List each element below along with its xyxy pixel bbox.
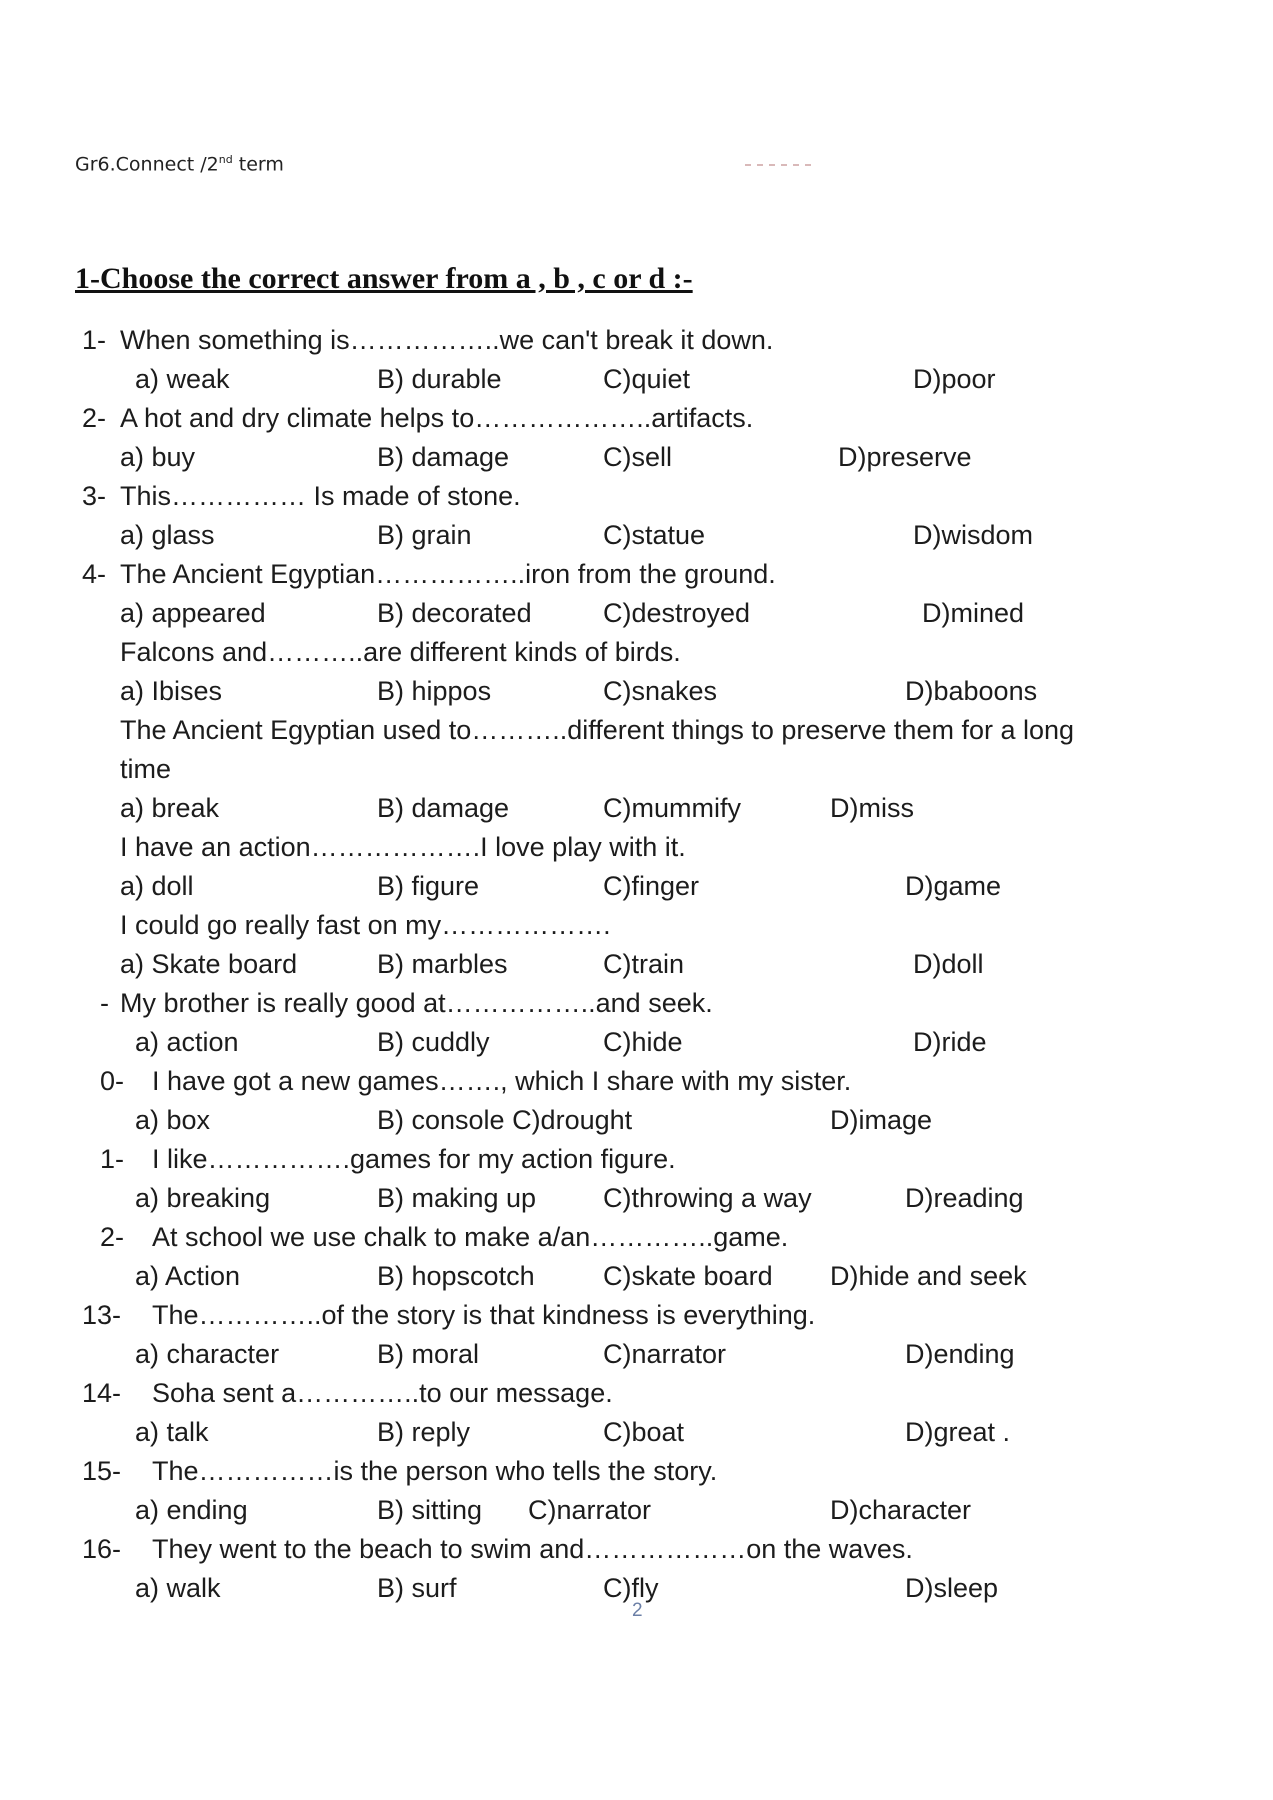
- option-c: C)fly: [603, 1573, 659, 1603]
- scan-smudge: [745, 164, 815, 166]
- option-b: B) durable: [377, 364, 502, 394]
- question-text: The Ancient Egyptian used to………..different things to preserve them for a long: [120, 715, 1075, 745]
- option-c: C)snakes: [603, 676, 718, 706]
- option-b: B) moral: [377, 1339, 480, 1369]
- option-b: B) reply: [377, 1417, 471, 1447]
- question-number: 14-: [82, 1378, 122, 1408]
- option-b: B) marbles: [377, 949, 508, 979]
- option-b: B) figure: [377, 871, 480, 901]
- page-header: [75, 153, 284, 175]
- option-c: C)skate board: [603, 1261, 773, 1291]
- question-number: 3-: [82, 481, 107, 511]
- option-a: a) breaking: [135, 1183, 271, 1213]
- option-d: D)doll: [913, 949, 984, 979]
- option-b: B) grain: [377, 520, 472, 550]
- question-number: 0-: [100, 1066, 125, 1096]
- question-number: 13-: [82, 1300, 122, 1330]
- option-b: B) hopscotch: [377, 1261, 535, 1291]
- option-c: C)quiet: [603, 364, 691, 394]
- question-text: A hot and dry climate helps to………………..artifacts.: [120, 403, 754, 433]
- option-a: a) character: [135, 1339, 280, 1369]
- question-text: Soha sent a…………..to our message.: [152, 1378, 613, 1408]
- question-number: 16-: [82, 1534, 122, 1564]
- option-d: D)preserve: [838, 442, 972, 472]
- question-number: 1-: [100, 1144, 125, 1174]
- option-d: D)character: [830, 1495, 972, 1525]
- question-text: I have an action……………….I love play with it.: [120, 832, 686, 862]
- option-c: C)destroyed: [603, 598, 751, 628]
- option-d: D)image: [830, 1105, 933, 1135]
- option-a: a) ending: [135, 1495, 248, 1525]
- page-number: 2: [632, 1600, 643, 1621]
- option-a: a) break: [120, 793, 220, 823]
- option-a: a) action: [135, 1027, 239, 1057]
- option-d: D)wisdom: [913, 520, 1034, 550]
- option-d: D)hide and seek: [830, 1261, 1027, 1291]
- option-d: D)reading: [905, 1183, 1024, 1213]
- question-number: 2-: [82, 403, 107, 433]
- option-a: a) weak: [135, 364, 230, 394]
- option-d: D)miss: [830, 793, 914, 823]
- option-a: a) walk: [135, 1573, 221, 1603]
- option-d: D)mined: [922, 598, 1025, 628]
- option-a: a) talk: [135, 1417, 209, 1447]
- question-text: This…………… Is made of stone.: [120, 481, 521, 511]
- option-c: C)hide: [603, 1027, 683, 1057]
- option-b: B) cuddly: [377, 1027, 490, 1057]
- option-b: B) hippos: [377, 676, 492, 706]
- option-c: C)narrator: [528, 1495, 652, 1525]
- option-c: C)boat: [603, 1417, 685, 1447]
- header-text: Gr6.Connect /2: [75, 153, 219, 176]
- section-title: 1-Choose the correct answer from a , b , c or d :-: [75, 262, 693, 295]
- option-a: a) Skate board: [120, 949, 298, 979]
- question-text: They went to the beach to swim and………………on the waves.: [152, 1534, 913, 1564]
- question-text: When something is……………..we can't break it down.: [120, 325, 774, 355]
- question-text: The Ancient Egyptian……………..iron from the ground.: [120, 559, 776, 589]
- option-c: C)train: [603, 949, 685, 979]
- option-b: B) damage: [377, 442, 510, 472]
- option-b: B) surf: [377, 1573, 457, 1603]
- question-number: -: [100, 988, 109, 1018]
- option-b: B) console C)drought: [377, 1105, 633, 1135]
- option-a: a) box: [135, 1105, 211, 1135]
- header-sup: nd: [218, 153, 233, 166]
- option-a: a) appeared: [120, 598, 266, 628]
- question-text: The……………is the person who tells the story.: [152, 1456, 718, 1486]
- option-c: C)finger: [603, 871, 700, 901]
- question-text-continued: time: [120, 754, 172, 784]
- question-text: At school we use chalk to make a/an…………..game.: [152, 1222, 789, 1252]
- question-number: 1-: [82, 325, 107, 355]
- option-a: a) Action: [135, 1261, 241, 1291]
- question-text: Falcons and………..are different kinds of birds.: [120, 637, 681, 667]
- option-c: C)throwing a way: [603, 1183, 812, 1213]
- option-d: D)baboons: [905, 676, 1038, 706]
- question-text: The…………..of the story is that kindness is everything.: [152, 1300, 816, 1330]
- question-text: My brother is really good at……………..and seek.: [120, 988, 713, 1018]
- question-number: 15-: [82, 1456, 122, 1486]
- option-d: D)poor: [913, 364, 996, 394]
- question-text: I like…………….games for my action figure.: [152, 1144, 676, 1174]
- option-b: B) making up: [377, 1183, 537, 1213]
- option-a: a) doll: [120, 871, 194, 901]
- option-a: a) Ibises: [120, 676, 223, 706]
- option-c: C)narrator: [603, 1339, 727, 1369]
- option-d: D)ride: [913, 1027, 987, 1057]
- option-b: B) damage: [377, 793, 510, 823]
- option-d: D)ending: [905, 1339, 1015, 1369]
- question-number: 2-: [100, 1222, 125, 1252]
- option-d: D)great .: [905, 1417, 1011, 1447]
- option-a: a) buy: [120, 442, 196, 472]
- option-b: B) decorated: [377, 598, 532, 628]
- option-d: D)game: [905, 871, 1002, 901]
- option-c: C)mummify: [603, 793, 741, 823]
- option-d: D)sleep: [905, 1573, 999, 1603]
- question-text: I have got a new games……., which I share with my sister.: [152, 1066, 852, 1096]
- header-tail: term: [232, 153, 284, 176]
- option-b: B) sitting: [377, 1495, 483, 1525]
- question-text: I could go really fast on my……………….: [120, 910, 611, 940]
- question-number: 4-: [82, 559, 107, 589]
- option-c: C)sell: [603, 442, 673, 472]
- option-a: a) glass: [120, 520, 215, 550]
- option-c: C)statue: [603, 520, 706, 550]
